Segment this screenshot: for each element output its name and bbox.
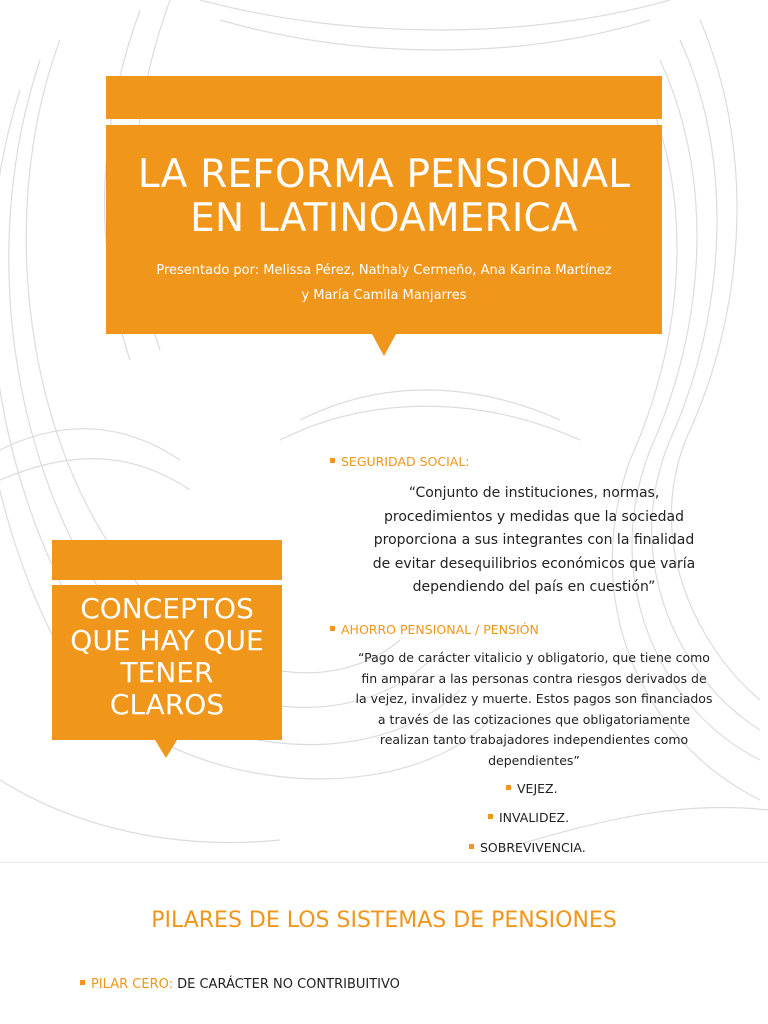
definition-line: dependiendo del país en cuestión” (412, 579, 656, 595)
concepts-title-line: TENER (120, 656, 214, 689)
ahorro-pensional-heading: AHORRO PENSIONAL / PENSIÓN (330, 622, 539, 637)
concepts-title-box (52, 585, 282, 740)
concepts-title-line: QUE HAY QUE (70, 624, 264, 657)
definition-line: la vejez, invalidez y muerte. Estos pagos son financiados (355, 691, 713, 706)
pilar-cero-text: DE CARÁCTER NO CONTRIBUITIVO (177, 977, 400, 992)
list-item-sobrevivencia: SOBREVIVENCIA. (469, 840, 586, 855)
presentation-title (106, 153, 662, 241)
pilares-title: PILARES DE LOS SISTEMAS DE PENSIONES (151, 908, 617, 933)
seguridad-social-definition (320, 482, 748, 600)
square-bullet-icon (488, 814, 493, 819)
definition-line: dependientes” (488, 752, 580, 768)
ahorro-pensional-definition (318, 648, 750, 771)
square-bullet-icon (506, 785, 511, 790)
seguridad-social-heading: SEGURIDAD SOCIAL: (330, 454, 470, 469)
slide-divider (0, 862, 768, 863)
square-bullet-icon (80, 980, 85, 985)
definition-line: fin amparar a las personas contra riesgos derivados de (361, 670, 707, 686)
concepts-title-line: CLAROS (109, 688, 225, 721)
pilar-cero-item (80, 977, 400, 992)
definition-line: de evitar desequilibrios económicos que varía (372, 555, 696, 572)
title-line-1: LA REFORMA PENSIONAL (137, 152, 631, 197)
concepts-title (52, 593, 282, 721)
definition-line: realizan tanto trabajadores independientes como (379, 732, 689, 747)
square-bullet-icon (330, 626, 335, 631)
title-line-2: EN LATINOAMERICA (190, 196, 578, 241)
presenters-subtitle (116, 258, 652, 308)
title-top-bar (106, 76, 662, 119)
subtitle-line-2: y María Camila Manjarres (301, 288, 467, 303)
square-bullet-icon (330, 458, 335, 463)
definition-line: “Conjunto de instituciones, normas, (408, 485, 660, 501)
list-item-vejez: VEJEZ. (506, 781, 558, 796)
title-box (106, 125, 662, 334)
concepts-title-line: CONCEPTOS (80, 592, 254, 625)
definition-line: “Pago de carácter vitalicio y obligatorio, que tiene como (358, 650, 710, 665)
definition-line: a través de las cotizaciones que obligatoriamente (377, 711, 691, 727)
definition-line: procedimientos y medidas que la sociedad (384, 508, 684, 525)
pilar-cero-label: PILAR CERO: (91, 977, 173, 992)
concepts-top-bar (52, 540, 282, 580)
list-item-invalidez: INVALIDEZ. (488, 810, 569, 825)
subtitle-line-1: Presentado por: Melissa Pérez, Nathaly Cermeño, Ana Karina Martínez (156, 263, 612, 278)
title-pointer-triangle (372, 334, 396, 356)
square-bullet-icon (469, 844, 474, 849)
concepts-pointer-triangle (155, 740, 177, 758)
definition-line: proporciona a sus integrantes con la finalidad (373, 532, 695, 548)
